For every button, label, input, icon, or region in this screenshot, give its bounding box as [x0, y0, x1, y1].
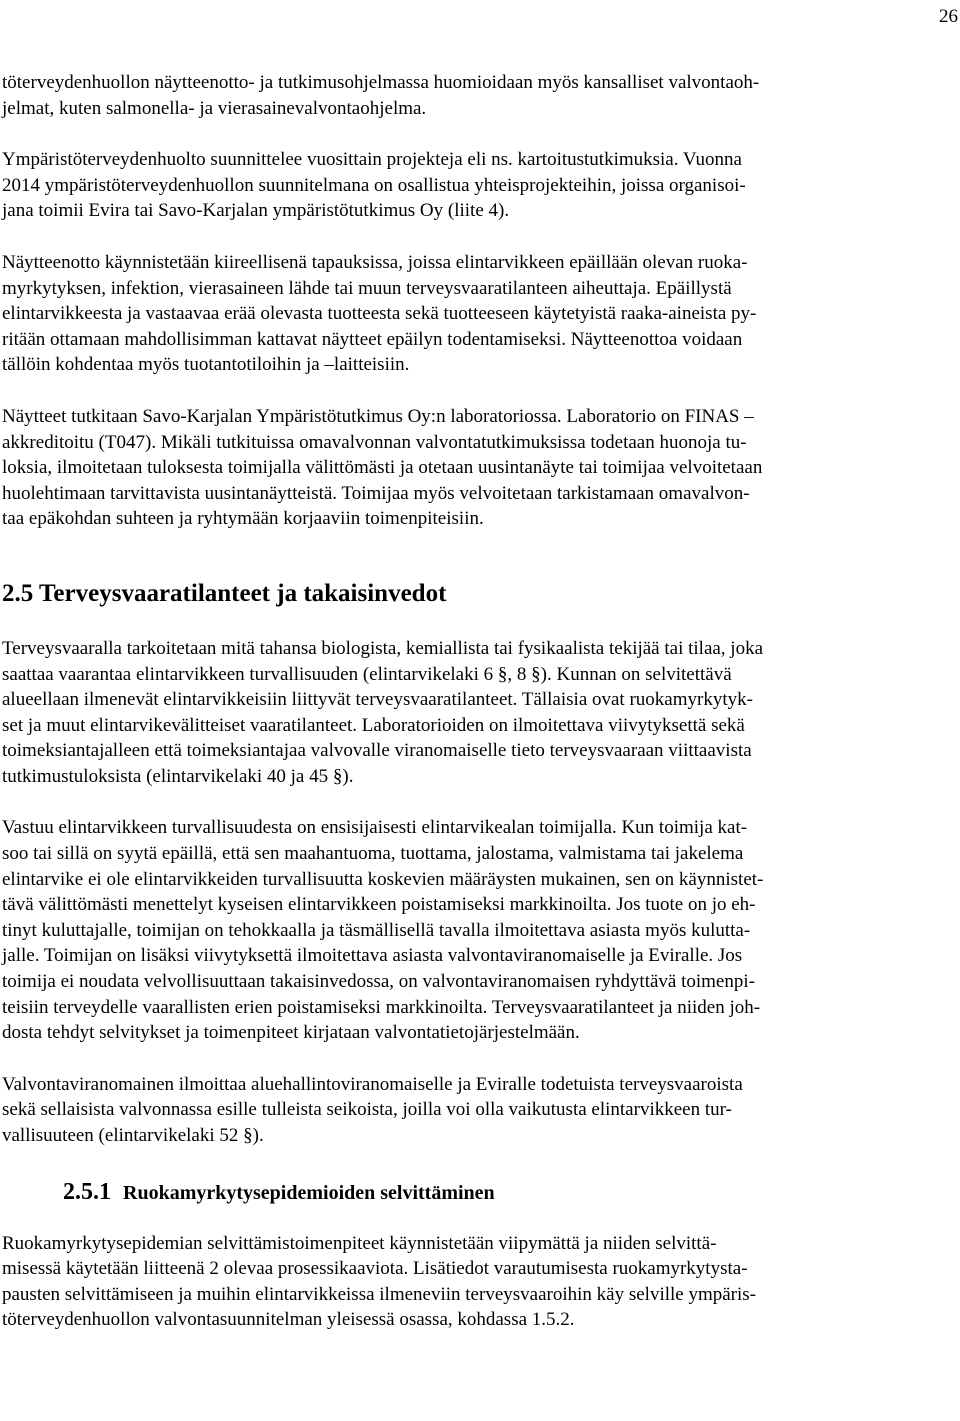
- text-line: teisiin terveydelle vaarallisten erien poistamiseksi markkinoilta. Terveysvaaratilanteet ja niiden joh-: [2, 996, 761, 1018]
- text-line: elintarvikkeesta ja vastaavaa erää olevasta tuotteesta sekä tuotteeseen käytetyistä raaka-aineista py-: [2, 303, 757, 325]
- document-body: [2, 70, 952, 1333]
- text-line: pausten selvittämiseen ja muihin elintarvikkeissa ilmeneviin terveysvaaroihin käy selville ympäris-: [2, 1283, 756, 1305]
- text-line: set ja muut elintarvikevälitteiset vaaratilanteet. Laboratorioiden on ilmoitettava viivytyksettä sekä: [2, 714, 745, 736]
- text-line: tutkimustuloksista (elintarvikelaki 40 ja 45 §).: [2, 765, 354, 787]
- text-line: akkreditoitu (T047). Mikäli tutkituissa omavalvonnan valvontatutkimuksissa todetaan huonoja tu-: [2, 431, 747, 453]
- text-line: myrkytyksen, infektion, vierasaineen lähde tai muun terveysvaaratilanteen aiheuttaja. Epäillystä: [2, 277, 732, 299]
- text-line: Ympäristöterveydenhuolto suunnittelee vuosittain projekteja eli ns. kartoitustutkimuksia. Vuonna: [2, 149, 742, 171]
- paragraph-7: [2, 1072, 952, 1149]
- text-line: 2014 ympäristöterveydenhuollon suunnitelmana on osallistua yhteisprojekteihin, joissa organisoi-: [2, 174, 746, 196]
- text-line: saattaa vaarantaa elintarvikkeen turvallisuuden (elintarvikelaki 6 §, 8 §). Kunnan on selvitettävä: [2, 663, 732, 685]
- text-line: loksia, ilmoitetaan tuloksesta toimijalla välittömästi ja otetaan uusintanäyte tai toimijaa velvoitetaan: [2, 457, 763, 479]
- text-line: jelmat, kuten salmonella- ja vierasainevalvontaohjelma.: [2, 97, 427, 119]
- text-line: vallisuuteen (elintarvikelaki 52 §).: [2, 1125, 264, 1146]
- paragraph-1: [2, 70, 952, 121]
- paragraph-4: [2, 404, 952, 532]
- text-line: ritään ottamaan mahdollisimman kattavat näytteet epäilyn todentamiseksi. Näytteenottoa voidaan: [2, 328, 743, 350]
- subsection-heading: [2, 1177, 952, 1209]
- text-line: toimeksiantajalleen että toimeksiantajaa valvovalle viranomaiselle tieto terveysvaaraan viittaavista: [2, 740, 752, 762]
- paragraph-5: [2, 636, 952, 790]
- text-line: huolehtimaan tarvittavista uusintanäytteistä. Toimijaa myös velvoitetaan tarkistamaan omavalvon-: [2, 482, 750, 504]
- text-line: taa epäkohdan suhteen ja ryhtymään korjaaviin toimenpiteisiin.: [2, 508, 484, 530]
- text-line: Terveysvaaralla tarkoitetaan mitä tahansa biologista, kemiallista tai fysikaalista tekijää tai tilaa, joka: [2, 637, 764, 659]
- text-line: Ruokamyrkytysepidemian selvittämistoimenpiteet käynnistetään viipymättä ja niiden selvittä-: [2, 1232, 717, 1254]
- text-line: Näytteenotto käynnistetään kiireellisenä tapauksissa, joissa elintarvikkeen epäillään olevan ruoka-: [2, 251, 748, 273]
- text-line: alueellaan ilmenevät elintarvikkeisiin liittyvät terveysvaaratilanteet. Tällaisia ovat ruokamyrkytyk-: [2, 689, 753, 711]
- paragraph-8: [2, 1231, 952, 1333]
- text-line: jana toimii Evira tai Savo-Karjalan ympäristötutkimus Oy (liite 4).: [2, 200, 510, 222]
- text-line: elintarvike ei ole elintarvikkeiden turvallisuutta koskevien määräysten mukainen, sen on käynnistet-: [2, 868, 764, 890]
- text-line: Näytteet tutkitaan Savo-Karjalan Ympäristötutkimus Oy:n laboratoriossa. Laboratorio on FINAS –: [2, 405, 754, 427]
- paragraph-3: [2, 250, 952, 378]
- page-number: 26: [939, 6, 958, 27]
- section-heading: 2.5 Terveysvaaratilanteet ja takaisinvedot: [2, 579, 447, 607]
- text-line: töterveydenhuollon valvontasuunnitelman yleisessä osassa, kohdassa 1.5.2.: [2, 1309, 575, 1331]
- text-line: tävä välittömästi menettelyt kyseisen elintarvikkeen poistamiseksi markkinoilta. Jos tuote on jo eh-: [2, 894, 756, 916]
- text-line: soo tai sillä on syytä epäillä, että sen maahantuoma, tuottama, jalostama, valmistama tai jakelema: [2, 843, 744, 865]
- text-line: tinyt kuluttajalle, toimijan on tehokkaalla ja täsmällisellä tavalla ilmoitettava asiasta myös kulutta-: [2, 919, 751, 941]
- text-line: sekä sellaisista valvonnassa esille tulleista seikoista, joilla voi olla vaikutusta elintarvikkeen tur-: [2, 1099, 732, 1121]
- text-line: töterveydenhuollon näytteenotto- ja tutkimusohjelmassa huomioidaan myös kansalliset valvontaoh-: [2, 72, 760, 93]
- text-line: Vastuu elintarvikkeen turvallisuudesta on ensisijaisesti elintarvikealan toimijalla. Kun toimija kat-: [2, 817, 748, 839]
- text-line: Valvontaviranomainen ilmoittaa aluehallintoviranomaiselle ja Eviralle todetuista terveysvaaroista: [2, 1073, 743, 1095]
- subsection-title: Ruokamyrkytysepidemioiden selvittäminen: [123, 1181, 495, 1204]
- text-line: tällöin kohdentaa myös tuotantotiloihin ja –laitteisiin.: [2, 354, 410, 376]
- text-line: toimija ei noudata velvollisuuttaan takaisinvedossa, on valvontaviranomaisen ryhdyttävä toimenpi-: [2, 971, 755, 993]
- subsection-number: 2.5.1: [63, 1178, 111, 1205]
- paragraph-2: [2, 147, 952, 224]
- text-line: misessä käytetään liitteenä 2 olevaa prosessikaaviota. Lisätiedot varautumisesta ruokamyrkytysta-: [2, 1258, 748, 1280]
- paragraph-6: [2, 815, 952, 1045]
- text-line: jalle. Toimijan on lisäksi viivytyksettä ilmoitettava asiasta valvontaviranomaiselle ja Eviralle. Jos: [2, 945, 743, 967]
- text-line: dosta tehdyt selvitykset ja toimenpiteet kirjataan valvontatietojärjestelmään.: [2, 1022, 580, 1044]
